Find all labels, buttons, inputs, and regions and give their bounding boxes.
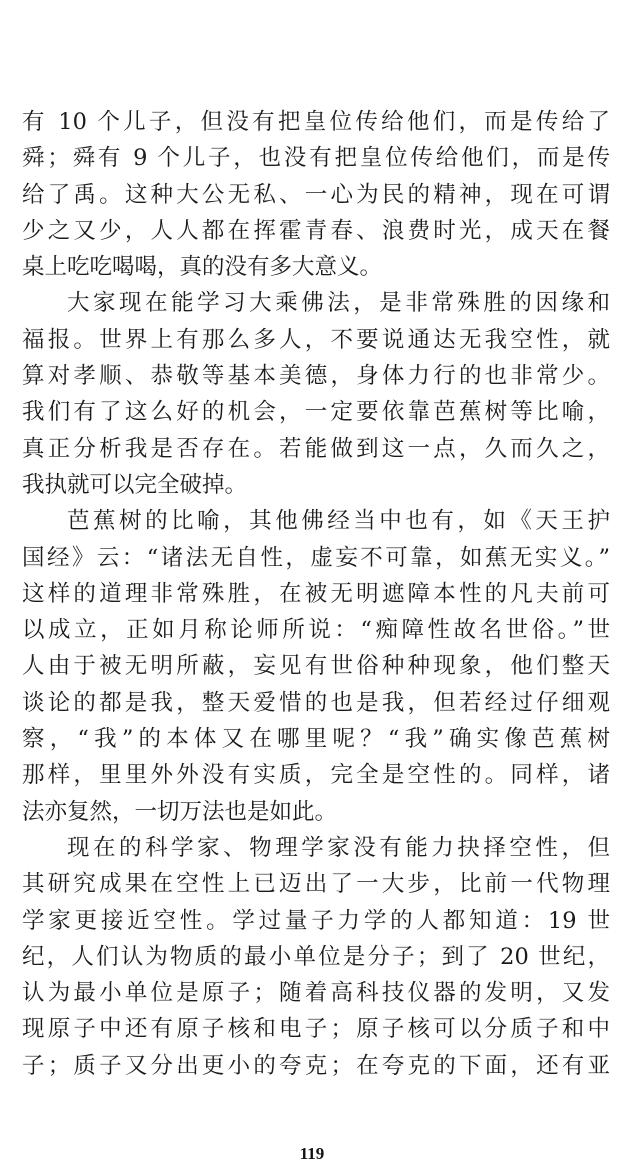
text-line: 真正分析我是否存在。若能做到这一点，久而久之， (22, 435, 610, 462)
text-line: 察，“我”的本体又在哪里呢？“我”确实像芭蕉树 (22, 726, 610, 753)
text-line: 我们有了这么好的机会，一定要依靠芭蕉树等比喻， (22, 399, 610, 426)
text-line: 算对孝顺、恭敬等基本美德，身体力行的也非常少。 (22, 363, 610, 390)
text-line: 国经》云：“诸法无自性，虚妄不可靠，如蕉无实义。” (22, 544, 610, 571)
text-line: 现在的科学家、物理学家没有能力抉择空性，但 (67, 834, 610, 861)
text-line: 学家更接近空性。学过量子力学的人都知道：19 世 (22, 907, 610, 934)
text-line: 谈论的都是我，整天爱惜的也是我，但若经过仔细观 (22, 689, 610, 716)
text-line: 芭蕉树的比喻，其他佛经当中也有，如《天王护 (67, 508, 610, 535)
text-line: 法亦复然，一切万法也是如此。 (22, 798, 338, 825)
text-line: 那样，里里外外没有实质，完全是空性的。同样，诸 (22, 762, 610, 789)
text-line: 有 10 个儿子，但没有把皇位传给他们，而是传给了 (22, 109, 610, 135)
text-line: 大家现在能学习大乘佛法，是非常殊胜的因缘和 (67, 290, 610, 317)
text-line: 我执就可以完全破掉。 (22, 471, 248, 498)
page-text (22, 104, 610, 1084)
top-margin (0, 0, 624, 100)
text-line: 人由于被无明所蔽，妄见有世俗种种现象，他们整天 (22, 653, 610, 680)
text-line: 这样的道理非常殊胜，在被无明遮障本性的凡夫前可 (22, 580, 610, 607)
text-line: 舜；舜有 9 个儿子，也没有把皇位传给他们，而是传 (22, 145, 610, 172)
text-line: 给了禹。这种大公无私、一心为民的精神，现在可谓 (22, 181, 610, 208)
text-line: 认为最小单位是原子；随着高科技仪器的发明，又发 (22, 980, 610, 1007)
text-line: 福报。世界上有那么多人，不要说通达无我空性，就 (22, 326, 610, 353)
text-line: 现原子中还有原子核和电子；原子核可以分质子和中 (22, 1016, 610, 1043)
page-number: 119 (299, 1144, 325, 1163)
text-line: 桌上吃吃喝喝，真的没有多大意义。 (22, 254, 383, 281)
text-line: 纪，人们认为物质的最小单位是分子；到了 20 世纪， (22, 943, 610, 970)
text-line: 少之又少，人人都在挥霍青春、浪费时光，成天在餐 (22, 217, 610, 244)
text-line: 以成立，正如月称论师所说：“痴障性故名世俗。”世 (22, 617, 610, 644)
text-line: 子；质子又分出更小的夸克；在夸克的下面，还有亚 (22, 1052, 610, 1079)
text-line: 其研究成果在空性上已迈出了一大步，比前一代物理 (22, 871, 610, 898)
